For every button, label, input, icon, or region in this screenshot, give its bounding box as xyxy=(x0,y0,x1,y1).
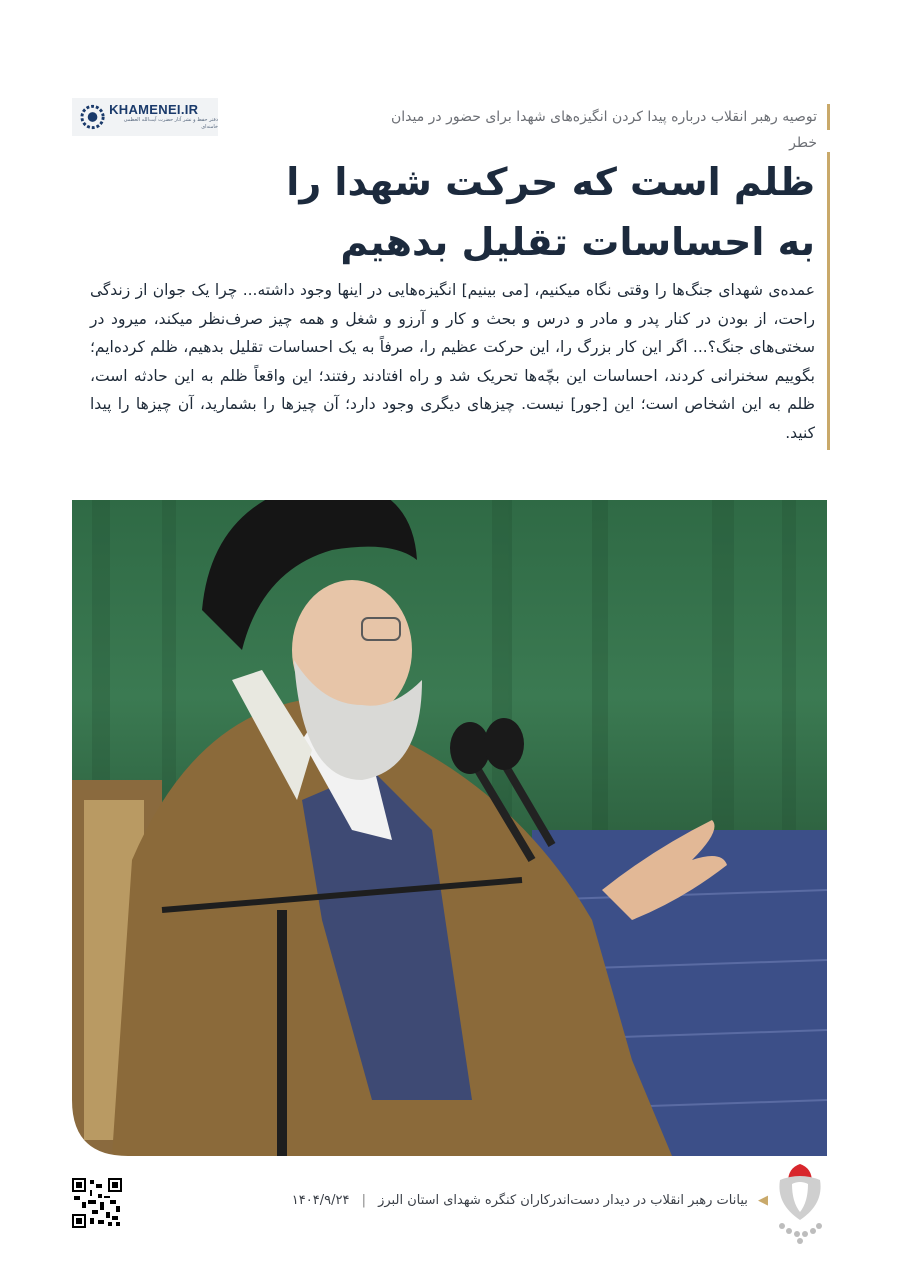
caret-left-icon: ◀ xyxy=(758,1193,768,1208)
site-logo[interactable] xyxy=(72,98,218,136)
topic-line: توصیه رهبر انقلاب درباره پیدا کردن انگیزه‌های شهدا برای حضور در میدان خطر xyxy=(360,104,830,130)
quote-text: عمده‌ی شهدای جنگ‌ها را وقتی نگاه میکنیم، [می بینیم] انگیزه‌هایی در اینها وجود داشته... چرا یک جوان از زندگی راحت، از بودن در کنار پدر و مادر و درس و بحث و کار و آرزو و شغل و همه چیز صرف‌نظر میکند، میرود در سختی‌های جنگ؟... اگر این کار بزرگ را، این حرکت عظیم را، صرفاً به یک احساسات تقلیل بدهیم، ظلم کرده‌ایم؛ بگوییم سخنرانی کردند، احساسات این بچّه‌ها تحریک شد و راه افتادند رفتند؛ این واقعاً ظلم به این حادثه است، ظلم به این اشخاص است؛ این [جور] نیست. چیزهای دیگری وجود دارد؛ آن چیزها را بشمارید، آن چیزها را پیدا کنید. xyxy=(90,281,815,442)
headline-line-1: ظلم است که حرکت شهدا را xyxy=(286,160,815,204)
headline-line-2: به احساسات تقلیل بدهیم xyxy=(340,220,815,264)
divider: | xyxy=(361,1193,366,1208)
logo-title: KHAMENEI.IR xyxy=(109,102,199,117)
source-text: بیانات رهبر انقلاب در دیدار دست‌اندرکاران کنگره شهدای استان البرز xyxy=(378,1193,748,1208)
article-block xyxy=(90,152,830,450)
speaker-photo xyxy=(72,500,827,1156)
headline xyxy=(90,152,815,272)
logo-subtitle: دفتر حفظ و نشر آثار حضرت آیت‌الله العظمی خامنه‌ای xyxy=(123,117,218,130)
source-date: ۱۴۰۴/۹/۲۴ xyxy=(291,1193,350,1208)
logo-emblem-icon xyxy=(80,104,105,130)
tulip-emblem-icon xyxy=(772,1162,828,1246)
qr-code[interactable] xyxy=(72,1178,122,1228)
source-caption xyxy=(248,1190,768,1212)
photo-illustration xyxy=(72,500,827,1156)
